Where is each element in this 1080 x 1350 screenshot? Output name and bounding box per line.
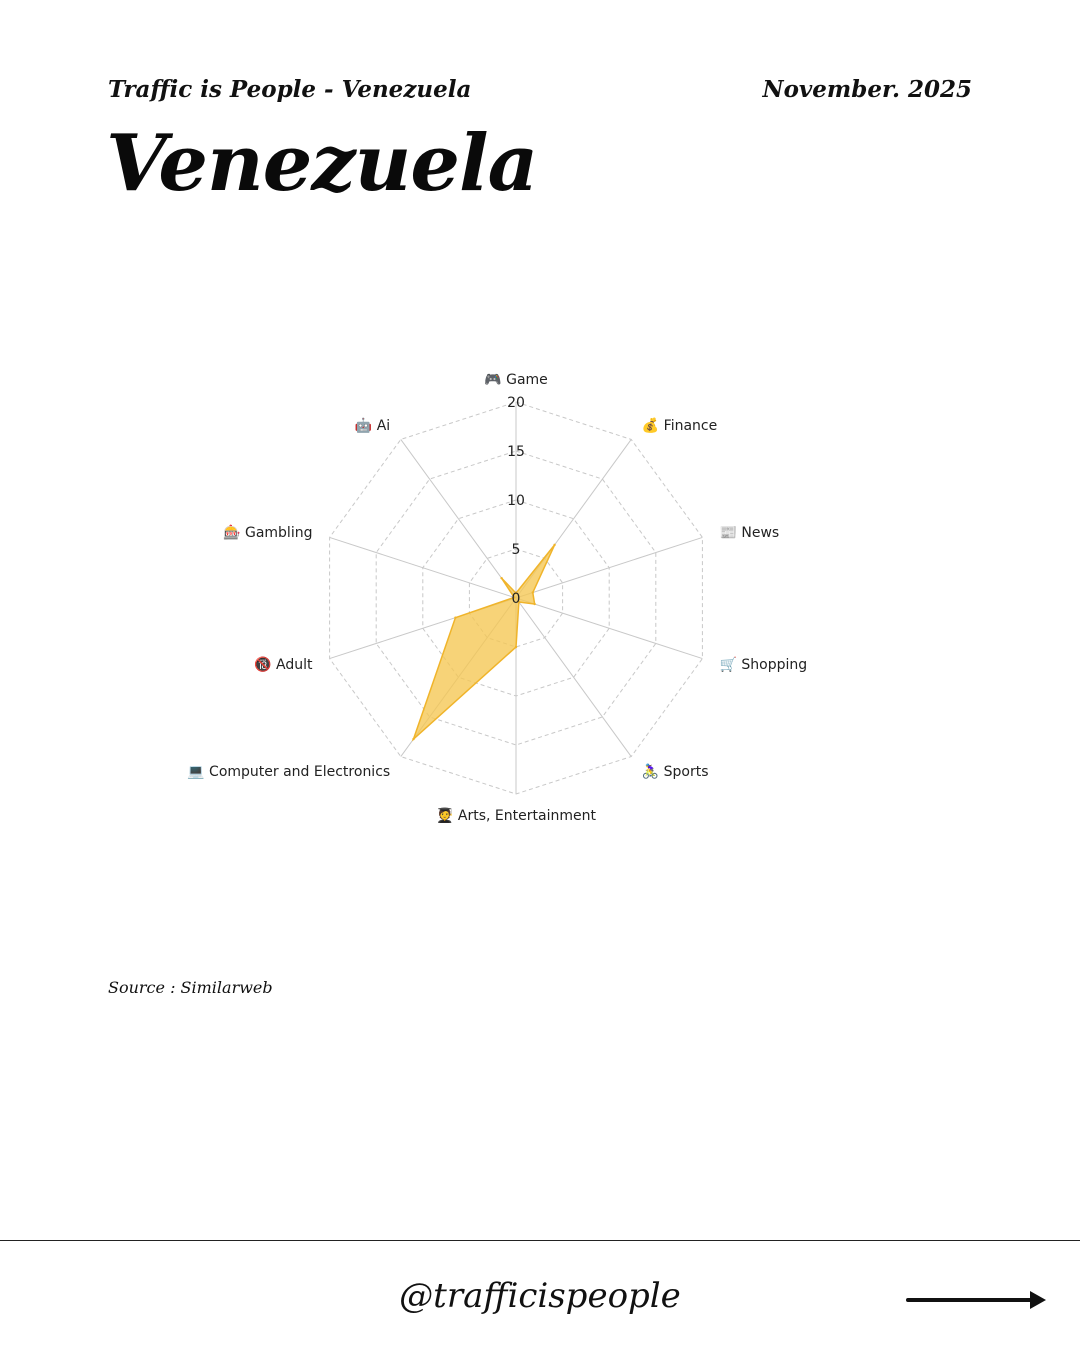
- data-point: [412, 738, 414, 740]
- axis-label: 🛒 Shopping: [719, 657, 808, 674]
- data-point: [532, 591, 534, 593]
- social-handle: @trafficispeople: [399, 1276, 681, 1316]
- axis-label: 🧑‍🎓 Arts, Entertainment: [436, 808, 596, 824]
- source-note: Source : Similarweb: [108, 978, 273, 997]
- data-point: [553, 544, 555, 546]
- axis-spoke: [401, 439, 516, 598]
- axis-label: 🤖 Ai: [354, 417, 391, 434]
- axis-spoke: [516, 598, 702, 659]
- tick-label: 20: [507, 395, 525, 411]
- tick-label: 0: [511, 591, 521, 607]
- tick-label: 5: [511, 542, 521, 558]
- arrow-right-icon[interactable]: [906, 1288, 1048, 1312]
- tick-label: 15: [507, 444, 525, 460]
- header-date: November. 2025: [762, 76, 972, 103]
- data-point: [500, 577, 502, 579]
- axis-spoke: [516, 598, 631, 757]
- header-series-title: Traffic is People - Venezuela: [108, 76, 472, 103]
- data-point: [533, 603, 535, 605]
- footer-divider: [0, 1240, 1080, 1241]
- axis-label: 🚴‍♀️ Sports: [641, 764, 709, 781]
- axis-label: 💰 Finance: [641, 417, 718, 434]
- axis-label: 🔞 Adult: [254, 657, 313, 674]
- series-area: [413, 545, 554, 739]
- data-point: [515, 646, 517, 648]
- data-point: [454, 616, 456, 618]
- axis-label: 🎮 Game: [484, 372, 548, 388]
- page-title: Venezuela: [106, 118, 538, 209]
- axis-label: 📰 News: [719, 524, 780, 541]
- axis-label: 🎰 Gambling: [223, 524, 313, 541]
- tick-label: 10: [507, 493, 525, 509]
- axis-label: 💻 Computer and Electronics: [187, 764, 391, 781]
